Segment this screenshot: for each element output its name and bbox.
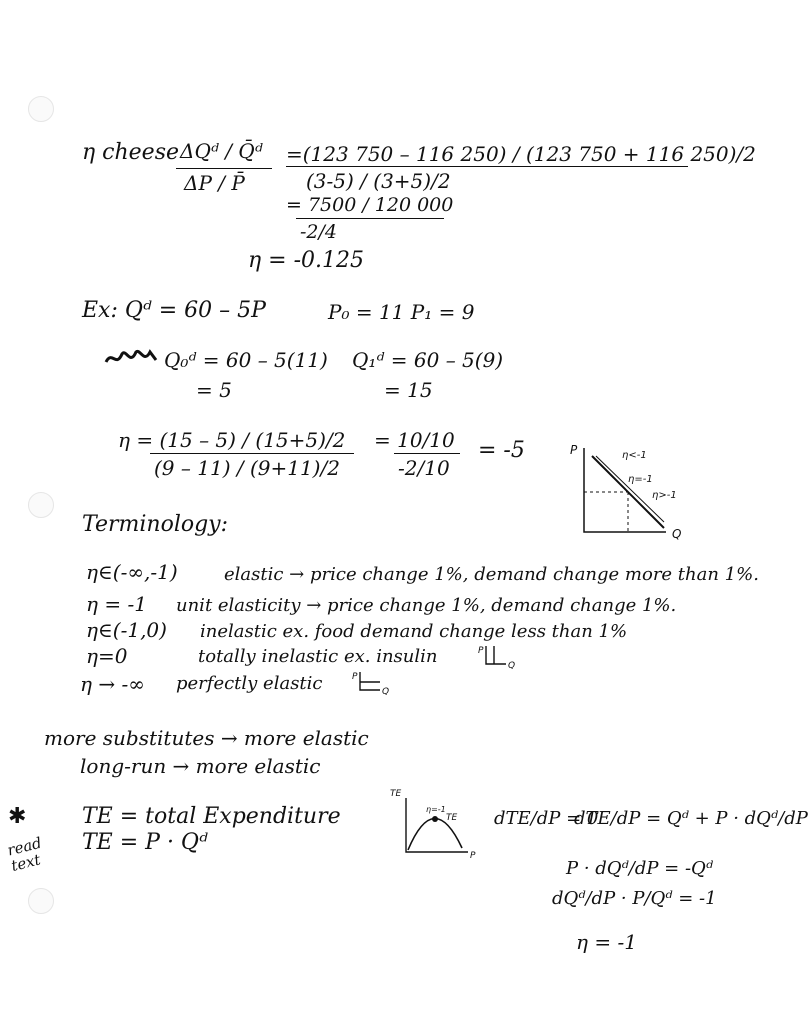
term-symbol: η∈(-1,0)	[86, 618, 167, 642]
punch-hole	[28, 96, 54, 122]
te-axis-label: TE	[390, 789, 402, 799]
q0-equation: Q₀ᵈ = 60 – 5(11)	[164, 348, 328, 372]
inelastic-region-label: η>-1	[652, 490, 677, 501]
elastic-region-label: η<-1	[622, 450, 647, 461]
fraction-bar	[176, 168, 272, 169]
cheese-result: η = -0.125	[248, 248, 365, 273]
derivative-zero: dTE/dP = 0	[494, 808, 599, 829]
fraction-bar	[296, 218, 444, 219]
demand-function: Ex: Qᵈ = 60 – 5P	[82, 298, 266, 323]
q1-equation: Q₁ᵈ = 60 – 5(9)	[352, 348, 504, 372]
derivation-result: η = -1	[576, 930, 637, 954]
cheese-step-denominator: -2/4	[300, 221, 337, 243]
cheese-equation-numerator: =(123 750 – 116 250) / (123 750 + 116 250)/2	[286, 142, 756, 166]
cheese-equation-denominator: (3-5) / (3+5)/2	[306, 169, 451, 193]
eta-numerator: η = (15 – 5) / (15+5)/2	[118, 428, 346, 452]
unit-elastic-label: η=-1	[426, 805, 446, 814]
star-mark: ✱	[8, 804, 27, 829]
fraction-numerator: = 10/10	[374, 428, 455, 452]
term-symbol: η∈(-∞,-1)	[86, 560, 178, 584]
q0-value: = 5	[196, 378, 232, 402]
cheese-step-numerator: = 7500 / 120 000	[286, 194, 454, 216]
punch-hole	[28, 492, 54, 518]
te-curve	[408, 818, 462, 850]
term-symbol: η = -1	[86, 592, 147, 616]
vertical-demand-mini-graph	[478, 644, 538, 670]
te-definition: TE = total Expenditure	[82, 804, 341, 829]
derivation-step: dQᵈ/dP · P/Qᵈ = -1	[552, 888, 717, 909]
elasticity-formula-denominator: ΔP / P̄	[184, 171, 245, 195]
fraction-bar	[286, 166, 688, 167]
term-symbol: η → -∞	[80, 672, 145, 696]
derivative-expansion: dTE/dP = Qᵈ + P · dQᵈ/dP	[574, 808, 808, 829]
term-description: elastic → price change 1%, demand change more than 1%.	[224, 564, 759, 585]
term-description: totally inelastic ex. insulin	[198, 646, 438, 667]
long-run-note: long-run → more elastic	[80, 754, 321, 778]
eta-denominator: (9 – 11) / (9+11)/2	[154, 456, 340, 480]
fraction-denominator: -2/10	[398, 456, 450, 480]
substitutes-note: more substitutes → more elastic	[44, 726, 369, 750]
eta-cheese-label: η cheese	[82, 140, 180, 165]
term-description: unit elasticity → price change 1%, demand change 1%.	[176, 595, 677, 616]
scribble-mark	[104, 346, 160, 370]
unit-elastic-label: η=-1	[628, 474, 653, 485]
term-symbol: η=0	[86, 644, 128, 668]
te-peak-label: TE	[446, 813, 458, 823]
terminology-heading: Terminology:	[82, 512, 229, 537]
mini-price-label: P	[352, 672, 358, 682]
punch-hole	[28, 888, 54, 914]
q1-value: = 15	[384, 378, 433, 402]
term-description: inelastic ex. food demand change less than 1%	[200, 621, 628, 642]
fraction-bar	[394, 453, 460, 454]
read-text-note: read text	[5, 833, 44, 875]
te-formula: TE = P · Qᵈ	[82, 830, 208, 855]
fraction-bar	[150, 453, 354, 454]
horizontal-demand-mini-graph	[352, 670, 412, 696]
derivation-step: P · dQᵈ/dP = -Qᵈ	[566, 858, 714, 879]
mini-quantity-label: Q	[508, 661, 516, 671]
quantity-axis-label: Q	[672, 527, 682, 541]
price-axis-label: P	[470, 851, 476, 861]
midpoint-guides	[584, 492, 628, 532]
mini-quantity-label: Q	[382, 687, 390, 697]
price-values: P₀ = 11 P₁ = 9	[328, 300, 475, 324]
mini-price-label: P	[478, 646, 484, 656]
term-description: perfectly elastic	[176, 673, 323, 694]
eta-result: = -5	[478, 438, 525, 463]
total-expenditure-graph	[390, 786, 490, 860]
demand-line-shadow	[596, 456, 664, 522]
price-axis-label: P	[570, 443, 578, 457]
linear-demand-graph	[566, 438, 706, 542]
elasticity-formula-numerator: ΔQᵈ / Q̄ᵈ	[180, 139, 263, 163]
te-maximum-point	[432, 816, 438, 822]
